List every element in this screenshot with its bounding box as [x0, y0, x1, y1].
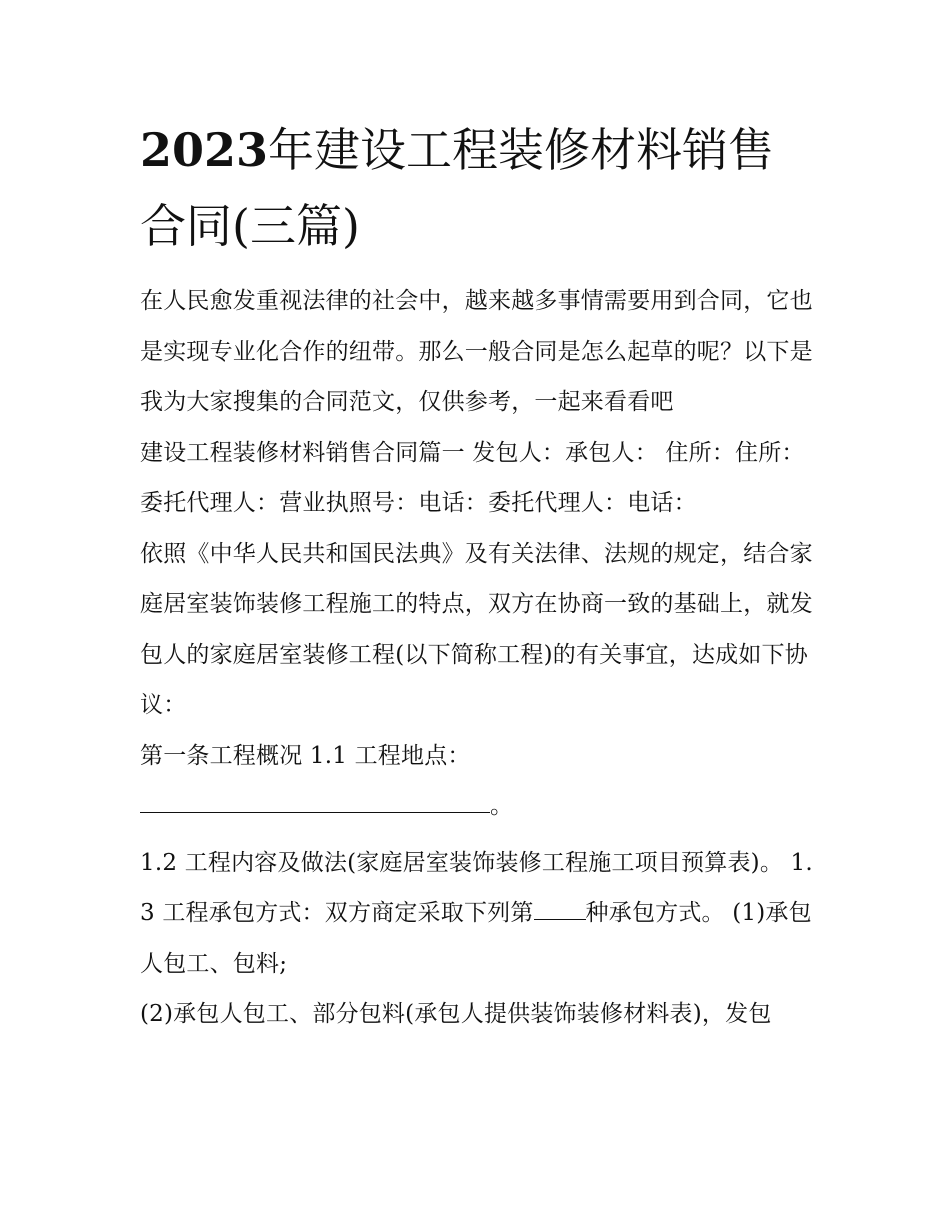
address-blank-line [140, 781, 820, 832]
document-title [140, 112, 820, 264]
address-blank [140, 784, 490, 813]
intro-paragraph: 在人民愈发重视法律的社会中，越来越多事情需要用到合同，它也是实现专业化合作的纽带。那么一般合同是怎么起草的呢？以下是我为大家搜集的合同范文，仅供参考，一起来看看吧 [140, 288, 813, 415]
title-year: 2023 [140, 123, 269, 177]
contract-method-blank [534, 899, 586, 920]
parties-paragraph: 建设工程装修材料销售合同篇一 发包人：承包人： 住所：住所： 委托代理人：营业执照号：电话：委托代理人：电话： [140, 439, 805, 516]
document-body [140, 276, 820, 1040]
title-text: 年建设工程装修材料销售合同(三篇) [140, 123, 775, 253]
basis-paragraph: 依照《中华人民共和国民法典》及有关法律、法规的规定，结合家庭居室装饰装修工程施工的特点，双方在协商一致的基础上，就发包人的家庭居室装修工程(以下简称工程)的有关事宜，达成如下协议： [140, 540, 813, 718]
item-1-2-text: 1.2 工程内容及做法(家庭居室装饰装修工程施工项目预算表)。 1.3 工程承包方式：双方商定采取下列第 [140, 849, 813, 926]
item-2-paragraph: (2)承包人包工、部分包料(承包人提供装饰装修材料表)，发包 [140, 1001, 772, 1027]
address-blank-end: 。 [490, 793, 514, 819]
item-1-2-paragraph [140, 838, 820, 990]
article-1-heading: 第一条工程概况 1.1 工程地点： [140, 742, 471, 769]
item-1-3-text: 种承包方式。 (1)承包人包工、包料; [140, 900, 812, 977]
